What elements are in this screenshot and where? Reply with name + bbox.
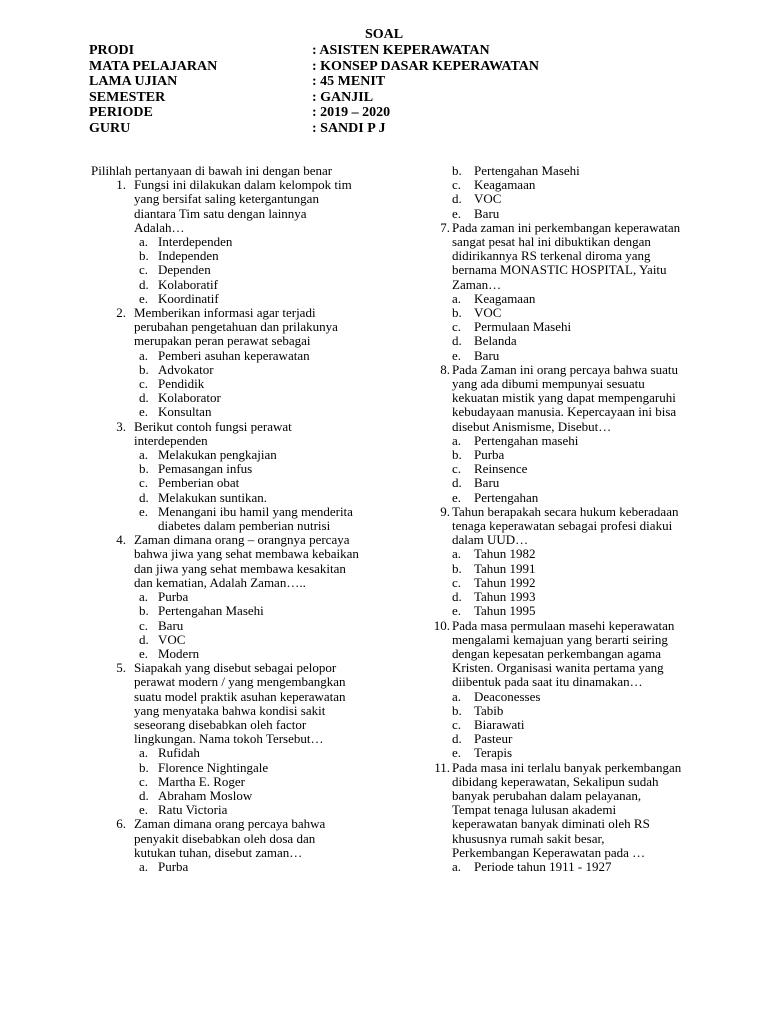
option-text: Pertengahan Masehi xyxy=(158,603,264,619)
option-text: Baru xyxy=(158,617,184,633)
option-e xyxy=(402,746,682,760)
header-row-semester xyxy=(89,90,649,106)
option-b xyxy=(89,363,359,377)
option-text: Pertengahan Masehi xyxy=(474,163,580,178)
header-row-mata-pelajaran xyxy=(89,59,649,75)
question-8 xyxy=(402,363,682,434)
option-text: Tahun 1993 xyxy=(474,589,536,605)
option-c xyxy=(89,476,359,490)
question-4 xyxy=(89,533,359,590)
option-e xyxy=(89,803,359,817)
left-column xyxy=(89,164,359,874)
option-a xyxy=(402,690,682,704)
question-text: Pada zaman ini perkembangan keperawatan sangat pesat hal ini dibuktikan dengan didirikannya RS terkenal diroma yang bernama MONASTIC HOSPITAL, Yaitu Zaman… xyxy=(452,219,681,292)
header-value: : 2019 – 2020 xyxy=(312,105,391,120)
options-5 xyxy=(89,746,359,817)
option-letter: e. xyxy=(452,347,462,363)
option-text: VOC xyxy=(158,631,186,647)
option-letter: c. xyxy=(139,617,149,633)
header-row-periode xyxy=(89,105,649,121)
option-text: Kolaborator xyxy=(158,390,221,406)
option-letter: e. xyxy=(452,603,462,619)
options-1 xyxy=(89,235,359,306)
question-9 xyxy=(402,505,682,548)
option-letter: e. xyxy=(452,745,462,761)
option-c xyxy=(89,377,359,391)
option-c xyxy=(402,462,682,476)
options-6-continued xyxy=(402,164,682,221)
options-7 xyxy=(402,292,682,363)
header-row-prodi xyxy=(89,43,649,59)
option-text: Pendidik xyxy=(158,376,205,392)
option-text: Pasteur xyxy=(474,731,513,747)
header-label: LAMA UJIAN xyxy=(89,74,178,89)
option-text: Periode tahun 1911 - 1927 xyxy=(474,858,612,874)
option-letter: c. xyxy=(139,773,149,789)
instructions: Pilihlah pertanyaan di bawah ini dengan benar xyxy=(91,163,333,178)
header-row-guru xyxy=(89,121,649,137)
option-letter: c. xyxy=(452,461,462,477)
option-text: Abraham Moslow xyxy=(158,787,253,803)
option-text: Interdependen xyxy=(158,234,233,250)
option-text: Martha E. Roger xyxy=(158,773,246,789)
option-letter: c. xyxy=(139,475,149,491)
option-text: Pemberian obat xyxy=(158,475,240,491)
option-letter: a. xyxy=(452,858,462,874)
option-letter: d. xyxy=(452,731,462,747)
option-letter: c. xyxy=(452,177,462,193)
question-number: 7. xyxy=(440,219,450,235)
option-d xyxy=(402,590,682,604)
option-text: VOC xyxy=(474,305,502,321)
option-letter: a. xyxy=(452,432,462,448)
option-letter: d. xyxy=(452,333,462,349)
question-number: 1. xyxy=(116,177,126,193)
option-text: Tahun 1995 xyxy=(474,603,536,619)
question-text: Zaman dimana orang percaya bahwa penyakit disebabkan oleh dosa dan kutukan tuhan, disebut zaman… xyxy=(134,816,326,860)
option-c xyxy=(89,619,359,633)
header-value: : GANJIL xyxy=(312,89,374,105)
question-text: Pada Zaman ini orang percaya bahwa suatu yang ada dibumi mempunyai sesuatu kekuatan mistik yang dapat mempengaruhi kebudayaan manusia. Kepercayaan ini bisa disebut Anismisme, Disebut… xyxy=(452,361,678,434)
options-8 xyxy=(402,434,682,505)
option-e xyxy=(402,604,682,618)
option-text: Melakukan pengkajian xyxy=(158,447,277,463)
option-d xyxy=(89,789,359,803)
option-a xyxy=(89,746,359,760)
question-text: Zaman dimana orang – orangnya percaya bahwa jiwa yang sehat membawa kebaikan dan jiwa yang sehat membawa kesakitan dan kematian, Adalah Zaman….. xyxy=(134,532,359,590)
option-d xyxy=(402,476,682,490)
question-3 xyxy=(89,420,359,448)
option-text: Koordinatif xyxy=(158,290,219,306)
option-b xyxy=(89,462,359,476)
option-a xyxy=(89,349,359,363)
option-text: Purba xyxy=(158,858,189,874)
option-letter: b. xyxy=(139,248,149,264)
option-d xyxy=(402,334,682,348)
header-label: MATA PELAJARAN xyxy=(89,58,218,74)
option-text: Belanda xyxy=(474,333,517,349)
option-d xyxy=(89,633,359,647)
question-text: Memberikan informasi agar terjadi perubahan pengetahuan dan prilakunya merupakan peran perawat sebagai xyxy=(134,305,338,349)
option-d xyxy=(89,491,359,505)
option-text: Pertengahan masehi xyxy=(474,432,579,448)
option-text: Florence Nightingale xyxy=(158,759,269,775)
option-letter: c. xyxy=(139,262,149,278)
option-letter: d. xyxy=(139,390,149,406)
option-a xyxy=(89,235,359,249)
option-text: Tahun 1991 xyxy=(474,560,536,576)
option-text: Terapis xyxy=(474,745,513,761)
question-text: Pada masa permulaan masehi keperawatan mengalami kemajuan yang berarti seiring dengan kepesatan perkembangan agama Kristen. Organisasi wanita pertama yang diibentuk pada saat itu dinamakan… xyxy=(452,617,675,690)
option-text: Rufidah xyxy=(158,745,200,761)
option-letter: a. xyxy=(452,546,462,562)
option-text: VOC xyxy=(474,191,502,207)
option-text: Pemasangan infus xyxy=(158,461,253,477)
question-text: Fungsi ini dilakukan dalam kelompok tim yang bersifat saling ketergantungan diantara Tim satu dengan lainnya Adalah… xyxy=(134,177,352,235)
question-2 xyxy=(89,306,359,349)
option-letter: e. xyxy=(452,489,462,505)
header-label: GURU xyxy=(89,120,131,136)
option-letter: a. xyxy=(139,589,149,605)
option-a xyxy=(402,547,682,561)
option-letter: c. xyxy=(452,319,462,335)
header-value: : SANDI P J xyxy=(312,120,386,136)
option-letter: e. xyxy=(139,645,149,661)
header-value: : ASISTEN KEPERAWATAN xyxy=(312,43,490,58)
question-11 xyxy=(402,761,682,860)
option-letter: a. xyxy=(452,688,462,704)
option-letter: b. xyxy=(139,759,149,775)
option-d xyxy=(402,732,682,746)
option-letter: a. xyxy=(139,858,149,874)
question-number: 10. xyxy=(433,617,450,633)
option-a xyxy=(402,434,682,448)
options-10 xyxy=(402,690,682,761)
option-letter: b. xyxy=(139,461,149,477)
option-text: Keagamaan xyxy=(474,290,536,306)
option-a xyxy=(89,860,359,874)
option-letter: e. xyxy=(139,404,149,420)
exam-header xyxy=(89,43,649,136)
question-1 xyxy=(89,178,359,235)
option-e xyxy=(402,491,682,505)
option-letter: a. xyxy=(139,745,149,761)
question-7 xyxy=(402,221,682,292)
question-number: 6. xyxy=(116,816,126,832)
option-text: Tahun 1992 xyxy=(474,574,536,590)
header-value: : 45 MENIT xyxy=(312,74,386,89)
question-number: 4. xyxy=(116,532,126,548)
option-letter: b. xyxy=(139,361,149,377)
option-text: Reinsence xyxy=(474,461,528,477)
option-text: Melakukan suntikan. xyxy=(158,489,268,505)
header-label: PRODI xyxy=(89,43,135,58)
option-letter: a. xyxy=(139,447,149,463)
option-text: Purba xyxy=(158,589,189,605)
option-text: Advokator xyxy=(158,361,214,377)
option-letter: e. xyxy=(139,802,149,818)
option-d xyxy=(402,192,682,206)
option-b xyxy=(402,704,682,718)
option-text: Purba xyxy=(474,447,505,463)
question-number: 8. xyxy=(440,361,450,377)
option-letter: a. xyxy=(452,290,462,306)
option-c xyxy=(402,178,682,192)
option-e xyxy=(89,292,359,306)
question-text: Siapakah yang disebut sebagai pelopor perawat modern / yang mengembangkan suatu model praktik asuhan keperawatan yang menyataka bahwa kondisi sakit seseorang disebabkan oleh factor lingkungan. Nama tokoh Tersebut… xyxy=(134,660,346,747)
option-b xyxy=(402,448,682,462)
option-d xyxy=(89,278,359,292)
question-number: 3. xyxy=(116,418,126,434)
option-text: Tabib xyxy=(474,702,504,718)
option-c xyxy=(89,263,359,277)
question-number: 9. xyxy=(440,503,450,519)
option-text: Baru xyxy=(474,347,500,363)
option-letter: e. xyxy=(139,503,149,519)
option-letter: c. xyxy=(139,376,149,392)
option-text: Keagamaan xyxy=(474,177,536,193)
option-e xyxy=(402,349,682,363)
option-c xyxy=(402,320,682,334)
right-column xyxy=(402,164,682,874)
option-text: Biarawati xyxy=(474,716,525,732)
option-letter: d. xyxy=(139,631,149,647)
option-b xyxy=(89,604,359,618)
option-text: Deaconesses xyxy=(474,688,541,704)
header-label: PERIODE xyxy=(89,105,153,120)
option-text: Pertengahan xyxy=(474,489,539,505)
option-text: Menangani ibu hamil yang menderita diabetes dalam pemberian nutrisi xyxy=(158,503,353,534)
options-4 xyxy=(89,590,359,661)
page-title: SOAL xyxy=(364,27,404,42)
option-e xyxy=(89,505,359,533)
option-letter: c. xyxy=(452,574,462,590)
question-6 xyxy=(89,817,359,860)
option-letter: b. xyxy=(452,560,462,576)
option-a xyxy=(402,860,682,874)
header-label: SEMESTER xyxy=(89,89,166,105)
option-text: Kolaboratif xyxy=(158,276,218,292)
option-d xyxy=(89,391,359,405)
option-c xyxy=(89,775,359,789)
option-e xyxy=(89,405,359,419)
option-e xyxy=(402,207,682,221)
question-number: 11. xyxy=(434,759,450,775)
option-letter: d. xyxy=(139,787,149,803)
option-b xyxy=(89,249,359,263)
option-b xyxy=(402,306,682,320)
option-letter: a. xyxy=(139,347,149,363)
option-a xyxy=(89,590,359,604)
option-c xyxy=(402,718,682,732)
option-letter: d. xyxy=(452,475,462,491)
header-value: : KONSEP DASAR KEPERAWATAN xyxy=(312,58,540,74)
options-3 xyxy=(89,448,359,533)
option-letter: d. xyxy=(139,276,149,292)
option-letter: b. xyxy=(452,305,462,321)
option-text: Tahun 1982 xyxy=(474,546,536,562)
question-5 xyxy=(89,661,359,746)
options-11 xyxy=(402,860,682,874)
option-letter: b. xyxy=(452,447,462,463)
option-b xyxy=(402,562,682,576)
option-letter: b. xyxy=(452,702,462,718)
question-text: Tahun berapakah secara hukum keberadaan tenaga keperawatan sebagai profesi diakui dalam UUD… xyxy=(452,503,679,548)
option-a xyxy=(402,292,682,306)
option-b xyxy=(402,164,682,178)
option-letter: a. xyxy=(139,234,149,250)
option-text: Ratu Victoria xyxy=(158,802,228,818)
option-letter: b. xyxy=(139,603,149,619)
header-row-lama-ujian xyxy=(89,74,649,90)
options-9 xyxy=(402,547,682,618)
option-letter: d. xyxy=(452,191,462,207)
question-10 xyxy=(402,619,682,690)
option-text: Pemberi asuhan keperawatan xyxy=(158,347,310,363)
option-text: Baru xyxy=(474,205,500,221)
option-letter: e. xyxy=(139,290,149,306)
option-a xyxy=(89,448,359,462)
option-e xyxy=(89,647,359,661)
option-letter: c. xyxy=(452,716,462,732)
options-6 xyxy=(89,860,359,874)
option-letter: d. xyxy=(452,589,462,605)
option-letter: d. xyxy=(139,489,149,505)
option-text: Konsultan xyxy=(158,404,212,420)
option-text: Independen xyxy=(158,248,219,264)
question-text: Pada masa ini terlalu banyak perkembangan dibidang keperawatan, Sekalipun sudah banyak perubahan dalam pelayanan, Tempat tenaga lulusan akademi keperawatan banyak diminati oleh RS khususnya rumah sakit besar, Perkembangan Keperawatan pada … xyxy=(452,759,682,860)
options-2 xyxy=(89,349,359,420)
option-c xyxy=(402,576,682,590)
option-letter: b. xyxy=(452,163,462,178)
option-letter: e. xyxy=(452,205,462,221)
question-number: 5. xyxy=(116,660,126,676)
option-b xyxy=(89,761,359,775)
option-text: Baru xyxy=(474,475,500,491)
question-text: Berikut contoh fungsi perawat interdependen xyxy=(134,418,292,448)
option-text: Modern xyxy=(158,645,200,661)
option-text: Permulaan Masehi xyxy=(474,319,572,335)
option-text: Dependen xyxy=(158,262,211,278)
question-number: 2. xyxy=(116,305,126,321)
